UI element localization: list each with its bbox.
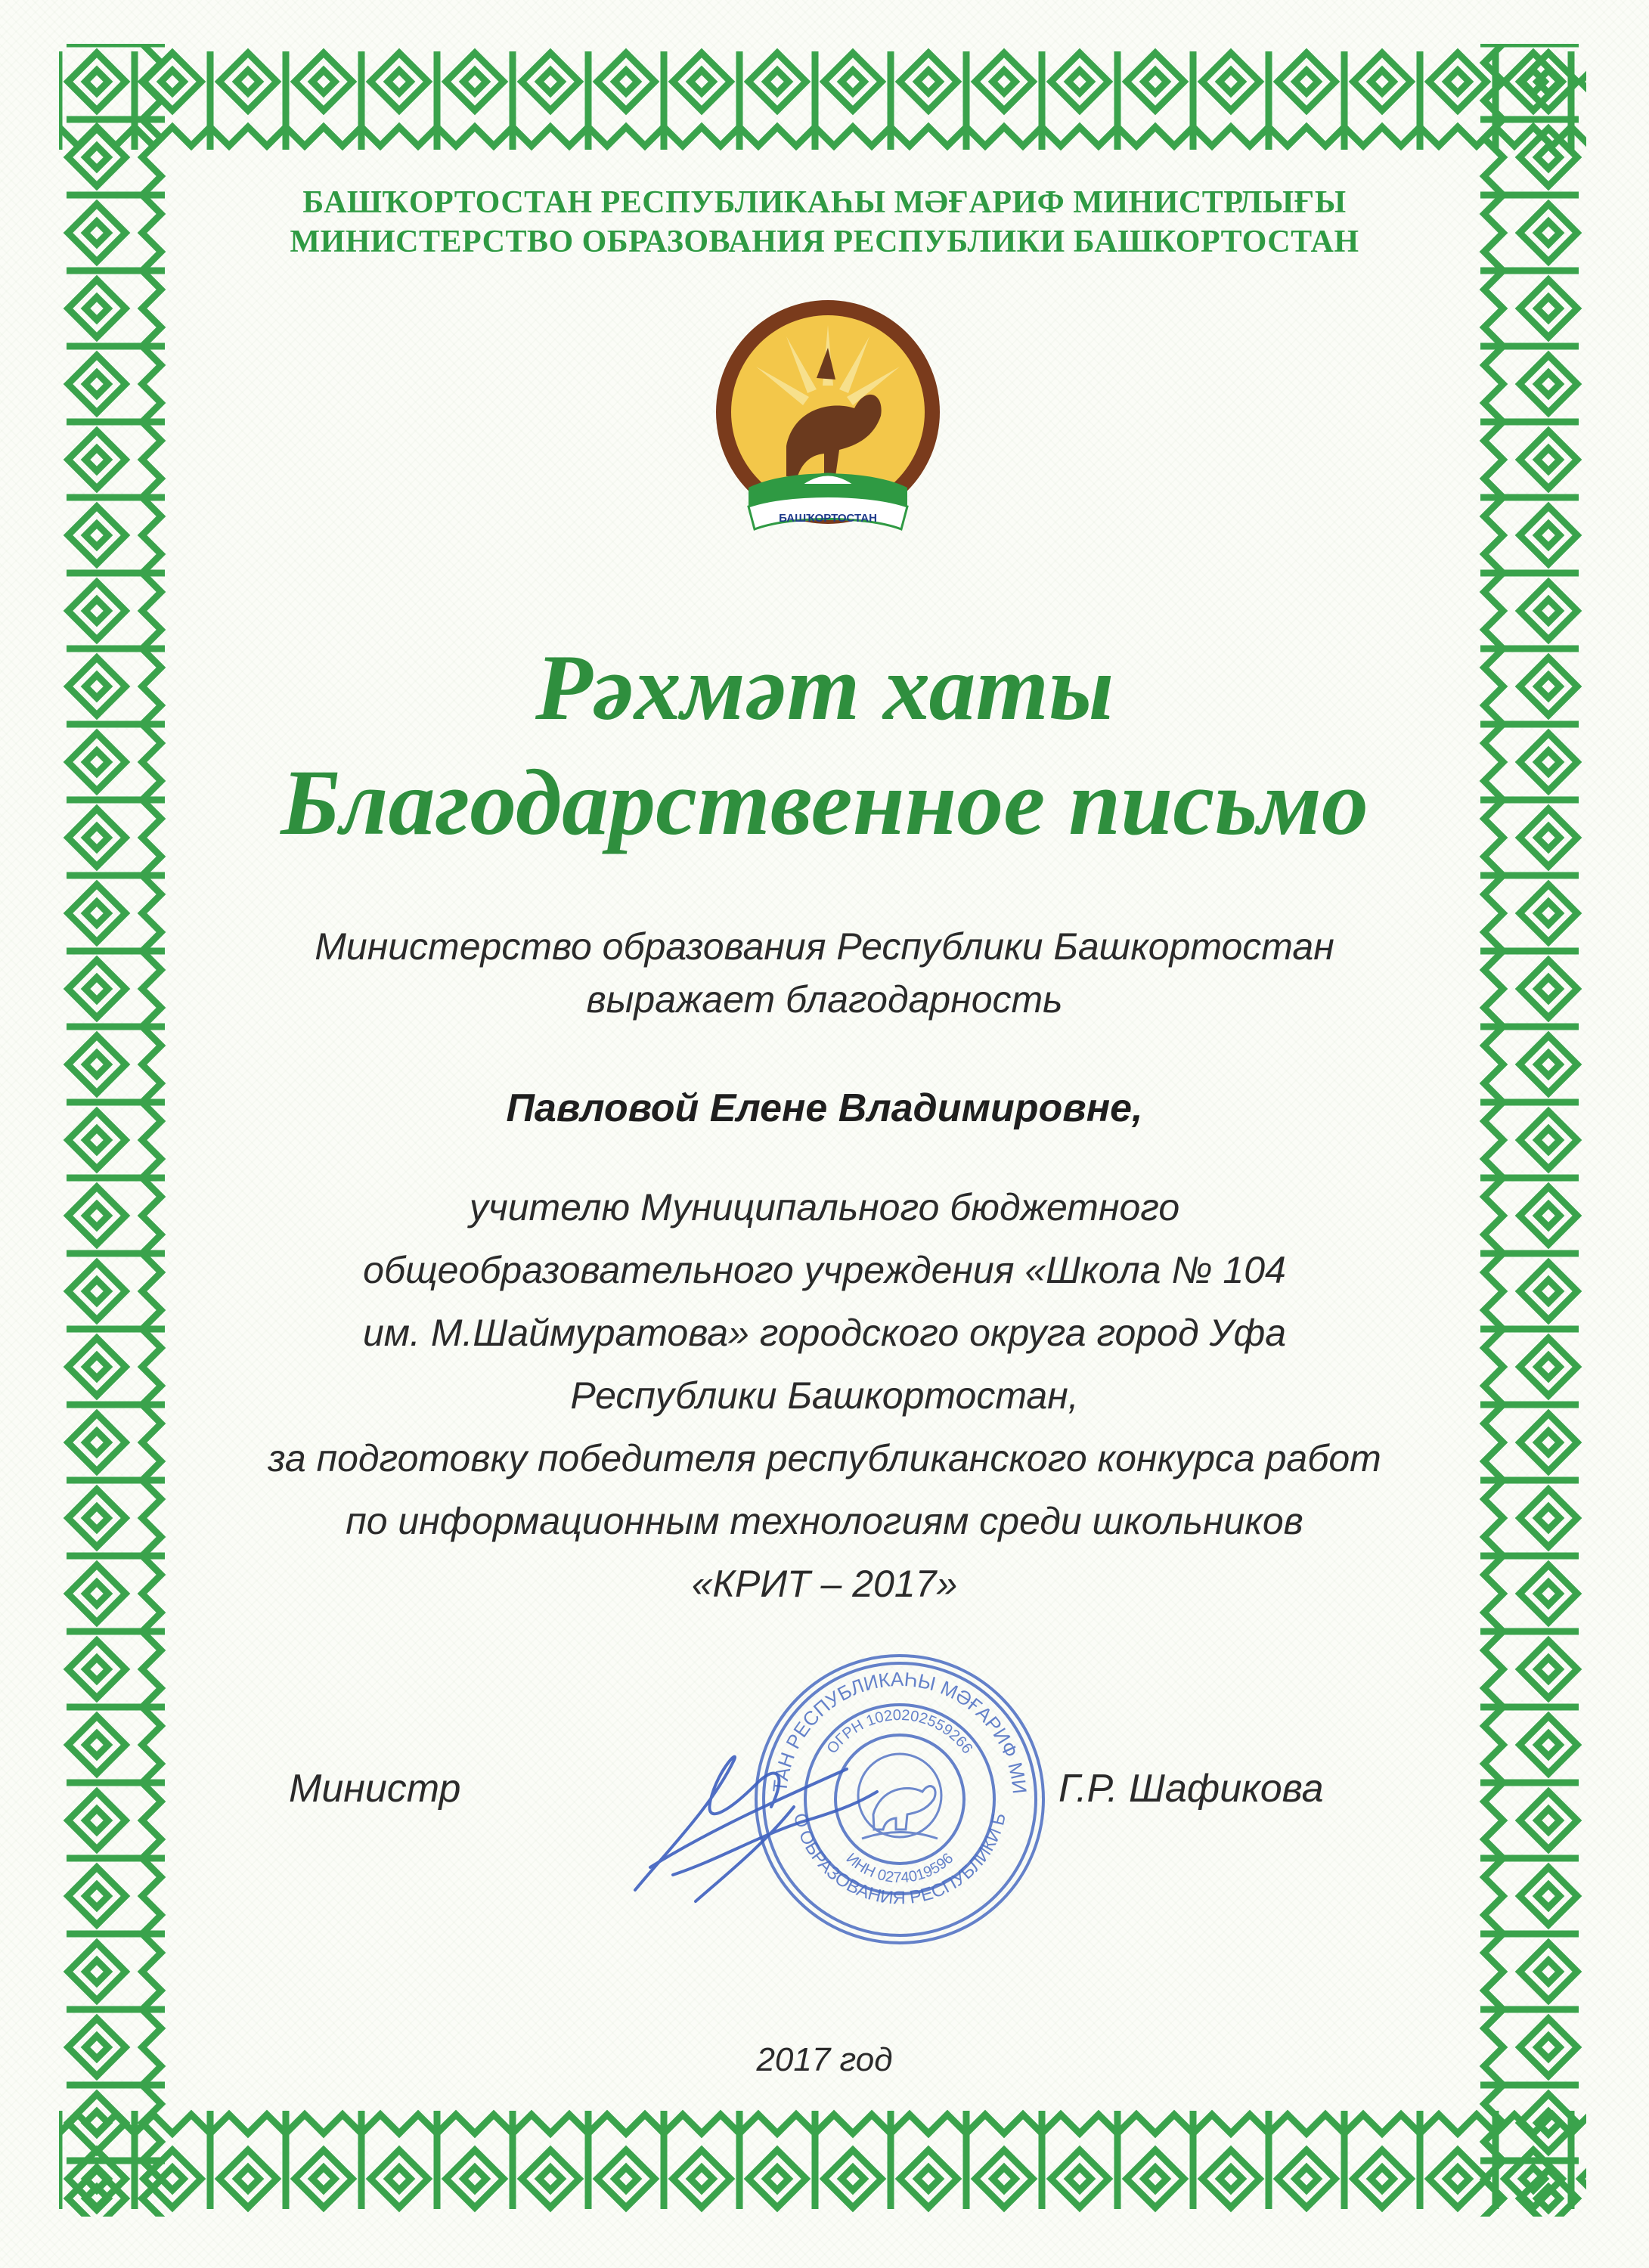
description-line-4: Республики Башкортостан,	[570, 1374, 1079, 1417]
ministry-name-russian: МИНИСТЕРСТВО ОБРАЗОВАНИЯ РЕСПУБЛИКИ БАШКОРТОСТАН	[290, 225, 1359, 259]
signatory-role: Министр	[289, 1767, 461, 1811]
description-line-7: «КРИТ – 2017»	[691, 1563, 958, 1605]
description-line-6: по информационным технологиям среди школьников	[346, 1500, 1303, 1542]
ornament-border-top	[59, 44, 1586, 157]
title-bashkir: Рәхмәт хаты	[535, 636, 1114, 739]
description-line-5: за подготовку победителя республиканского конкурса работ	[268, 1437, 1381, 1479]
recipient-name: Павловой Елене Владимировне,	[506, 1086, 1143, 1130]
signatory-name: Г.Р. Шафикова	[1059, 1767, 1324, 1811]
description-line-3: им. М.Шаймуратова» городского округа город Уфа	[362, 1312, 1287, 1354]
intro-line-1: Министерство образования Республики Башкортостан	[315, 925, 1334, 968]
intro-line-2: выражает благодарность	[586, 978, 1063, 1021]
ministry-name-bashkir: БАШҠОРТОСТАН РЕСПУБЛИКАҺЫ МӘҒАРИФ МИНИСТРЛЫҒЫ	[302, 185, 1347, 220]
description-line-2: общеобразовательного учреждения «Школа № 104	[363, 1249, 1286, 1291]
svg-text:ОГРН 1020202559266: ОГРН 1020202559266	[823, 1706, 976, 1757]
handwritten-signature	[605, 1716, 1059, 1913]
ornament-border-left	[59, 44, 172, 2217]
issue-year: 2017 год	[756, 2041, 893, 2078]
svg-text:МИНИСТЕРСТВО ОБРАЗОВАНИЯ РЕСПУ: О ОБРАЗОВАНИЯ РЕСПУБЛИКИ Б	[789, 1811, 1010, 1909]
bashkortostan-coat-of-arms-icon	[703, 295, 953, 559]
svg-text:ИНН 0274019596: ИНН 0274019596	[842, 1850, 957, 1887]
description-line-1: учителю Муниципального бюджетного	[469, 1186, 1180, 1228]
title-russian: Благодарственное письмо	[281, 751, 1368, 854]
ornament-border-bottom	[59, 2103, 1586, 2217]
svg-text:БАШҠОРТОСТАН: БАШҠОРТОСТАН	[779, 512, 877, 525]
svg-text:БАШҠОРТОСТАН РЕСПУБЛИКАҺЫ МӘҒА: ТАН РЕСПУБЛИКАҺЫ МӘҒАРИФ МИ	[768, 1667, 1032, 1796]
ornament-border-right	[1473, 44, 1586, 2217]
